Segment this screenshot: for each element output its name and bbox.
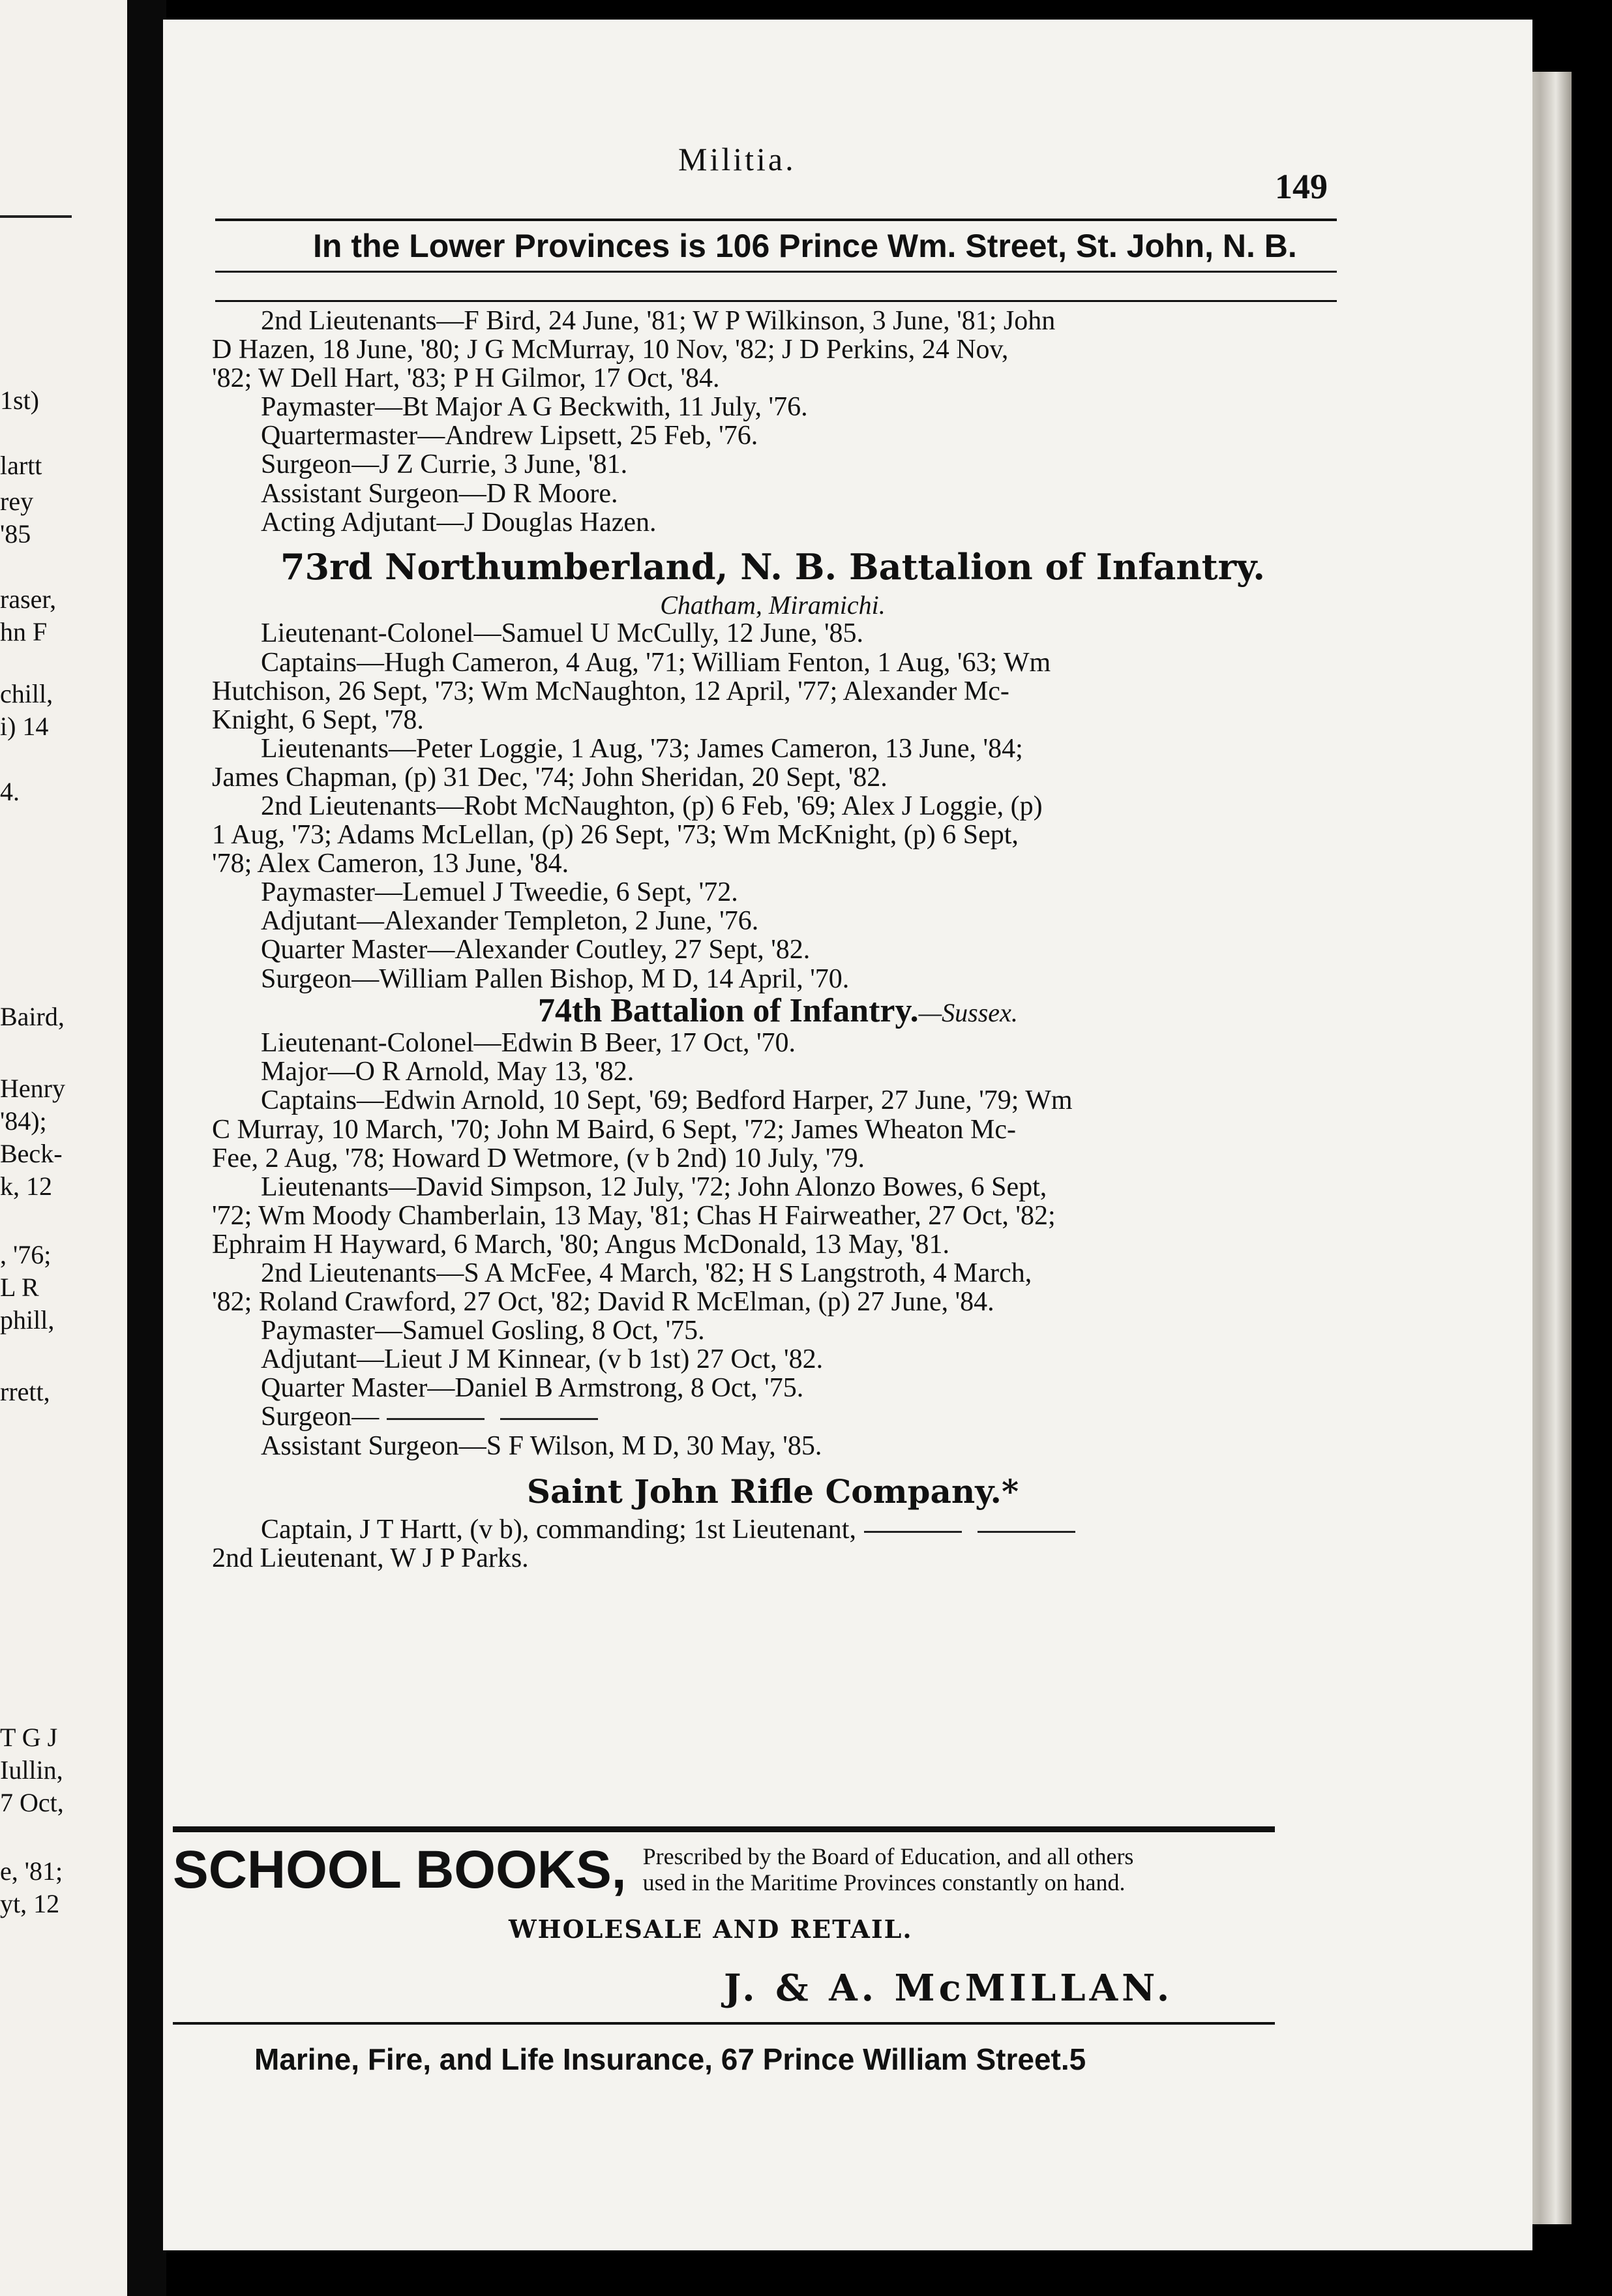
fragment: rrett, <box>0 1377 50 1406</box>
battalion-title-74: 74th Battalion of Infantry. <box>538 991 919 1029</box>
entry-line: Lieutenant-Colonel—Edwin B Beer, 17 Oct, '70. <box>261 1028 796 1059</box>
fragment: '84); <box>0 1106 47 1136</box>
entry-line <box>212 1515 1334 1544</box>
fragment: Henry <box>0 1074 65 1103</box>
fragment: phill, <box>0 1305 55 1335</box>
ad-description-line: Prescribed by the Board of Education, and all others <box>642 1843 1134 1870</box>
entry-line: Paymaster—Lemuel J Tweedie, 6 Sept, '72. <box>261 877 738 908</box>
entry-line: Major—O R Arnold, May 13, '82. <box>261 1057 634 1087</box>
entry-line: Captains—Hugh Cameron, 4 Aug, '71; William Fenton, 1 Aug, '63; Wm <box>261 647 1051 678</box>
fragment: 4. <box>0 777 20 806</box>
fragment: e, '81; <box>0 1856 63 1886</box>
battalion-location-74: —Sussex. <box>918 997 1018 1027</box>
battalion-heading-74 <box>212 993 1334 1029</box>
entry-line: James Chapman, (p) 31 Dec, '74; John Sheridan, 20 Sept, '82. <box>212 762 888 793</box>
captain-line: Captain, J T Hartt, (v b), commanding; 1st Lieutenant, <box>261 1515 856 1545</box>
entry-line: Captains—Edwin Arnold, 10 Sept, '69; Bedford Harper, 27 June, '79; Wm <box>261 1085 1073 1116</box>
entry-line: Quartermaster—Andrew Lipsett, 25 Feb, '76. <box>261 421 758 451</box>
entry-line: Quarter Master—Daniel B Armstrong, 8 Oct, '75. <box>261 1373 804 1404</box>
entry-line: Ephraim H Hayward, 6 March, '80; Angus McDonald, 13 May, '81. <box>212 1229 950 1260</box>
footer-rule <box>173 2022 1275 2025</box>
entry-line: D Hazen, 18 June, '80; J G McMurray, 10 Nov, '82; J D Perkins, 24 Nov, <box>212 335 1009 365</box>
blank-rule <box>978 1531 1075 1533</box>
fragment: i) 14 <box>0 712 49 741</box>
entry-line: 1 Aug, '73; Adams McLellan, (p) 26 Sept, '73; Wm McKnight, (p) 6 Sept, <box>212 820 1019 851</box>
fragment: rey <box>0 487 34 516</box>
entry-line: Knight, 6 Sept, '78. <box>212 704 424 735</box>
book-gutter <box>127 0 166 2296</box>
entry-line: Lieutenants—Peter Loggie, 1 Aug, '73; James Cameron, 13 June, '84; <box>261 733 1023 764</box>
entry-line: Acting Adjutant—J Douglas Hazen. <box>261 507 657 537</box>
entry-line: '82; W Dell Hart, '83; P H Gilmor, 17 Oct, '84. <box>212 363 720 394</box>
banner-rule <box>215 271 1337 273</box>
banner-line: In the Lower Provinces is 106 Prince Wm. Street, St. John, N. B. <box>313 228 1297 264</box>
entry-line: Assistant Surgeon—S F Wilson, M D, 30 May, '85. <box>261 1430 822 1461</box>
entry-line: C Murray, 10 March, '70; John M Baird, 6 Sept, '72; James Wheaton Mc- <box>212 1114 1016 1145</box>
fragment: T G J <box>0 1723 58 1752</box>
ad-description <box>643 1844 1134 1896</box>
fragment: lartt <box>0 451 42 480</box>
entry-line: Fee, 2 Aug, '78; Howard D Wetmore, (v b 2nd) 10 July, '79. <box>212 1143 865 1173</box>
blank-rule <box>387 1418 485 1420</box>
entry-line: Quarter Master—Alexander Coutley, 27 Sept, '82. <box>261 935 811 965</box>
banner-rule <box>215 300 1337 302</box>
blank-rule <box>864 1531 962 1533</box>
fragment: , '76; <box>0 1240 52 1269</box>
school-books-ad <box>173 1839 1281 1901</box>
entry-line: Surgeon—J Z Currie, 3 June, '81. <box>261 449 628 480</box>
battalion-location-73: Chatham, Miramichi. <box>660 590 886 620</box>
fragment: Iullin, <box>0 1755 63 1785</box>
entry-line: Assistant Surgeon—D R Moore. <box>261 478 618 509</box>
fragment: Baird, <box>0 1002 65 1031</box>
entry-line: 2nd Lieutenants—Robt McNaughton, (p) 6 Feb, '69; Alex J Loggie, (p) <box>261 791 1043 821</box>
ad-wholesale: WHOLESALE AND RETAIL. <box>509 1914 913 1944</box>
entry-line: Surgeon—William Pallen Bishop, M D, 14 April, '70. <box>261 963 850 994</box>
ad-headline: SCHOOL BOOKS, <box>173 1840 627 1899</box>
entry-line: Adjutant—Lieut J M Kinnear, (v b 1st) 27 Oct, '82. <box>261 1344 824 1375</box>
battalion-heading-73: 73rd Northumberland, N. B. Battalion of Infantry. <box>280 545 1266 588</box>
fragment: 7 Oct, <box>0 1788 64 1817</box>
ad-description-line: used in the Maritime Provinces constantly on hand. <box>642 1869 1126 1896</box>
rifle-company-heading: Saint John Rifle Company.* <box>526 1472 1019 1511</box>
footer-advertisement: Marine, Fire, and Life Insurance, 67 Prince William Street.5 <box>254 2042 1086 2076</box>
ad-rule <box>173 1826 1275 1832</box>
entry-line: Adjutant—Alexander Templeton, 2 June, '76. <box>261 906 759 937</box>
entry-line: 2nd Lieutenants—F Bird, 24 June, '81; W P Wilkinson, 3 June, '81; John <box>261 306 1056 336</box>
entry-line: '72; Wm Moody Chamberlain, 13 May, '81; Chas H Fairweather, 27 Oct, '82; <box>212 1200 1056 1231</box>
fragment: k, 12 <box>0 1171 52 1201</box>
fragment: raser, <box>0 584 57 614</box>
fragment: Beck- <box>0 1139 63 1168</box>
surgeon-line <box>212 1402 1334 1431</box>
running-header: Militia. <box>678 141 796 177</box>
fragment: 1st) <box>0 385 39 415</box>
entry-line: Lieutenant-Colonel—Samuel U McCully, 12 June, '85. <box>261 618 864 649</box>
rule <box>0 215 72 218</box>
surgeon-label: Surgeon— <box>261 1402 380 1432</box>
blank-rule <box>500 1418 598 1420</box>
facing-page-fragment <box>0 0 127 2296</box>
entry-line: '82; Roland Crawford, 27 Oct, '82; David R McElman, (p) 27 June, '84. <box>212 1287 994 1318</box>
fragment: L R <box>0 1273 39 1302</box>
militia-listing <box>212 307 1334 1573</box>
fragment: chill, <box>0 679 53 708</box>
page-number: 149 <box>1275 167 1328 206</box>
entry-line: Lieutenants—David Simpson, 12 July, '72; John Alonzo Bowes, 6 Sept, <box>261 1171 1047 1202</box>
entry-line: 2nd Lieutenants—S A McFee, 4 March, '82; H S Langstroth, 4 March, <box>261 1258 1032 1288</box>
fragment: hn F <box>0 617 48 646</box>
header-rule <box>215 219 1337 221</box>
entry-line: 2nd Lieutenant, W J P Parks. <box>212 1543 529 1574</box>
entry-line: '78; Alex Cameron, 13 June, '84. <box>212 849 569 879</box>
entry-line: Paymaster—Bt Major A G Beckwith, 11 July, '76. <box>261 392 808 423</box>
entry-line: Hutchison, 26 Sept, '73; Wm McNaughton, 12 April, '77; Alexander Mc- <box>212 676 1009 706</box>
ad-publisher: J. & A. McMILLAN. <box>724 1967 1174 2010</box>
fragment: '85 <box>0 519 31 549</box>
entry-line: Paymaster—Samuel Gosling, 8 Oct, '75. <box>261 1316 705 1346</box>
fragment: yt, 12 <box>0 1889 60 1918</box>
